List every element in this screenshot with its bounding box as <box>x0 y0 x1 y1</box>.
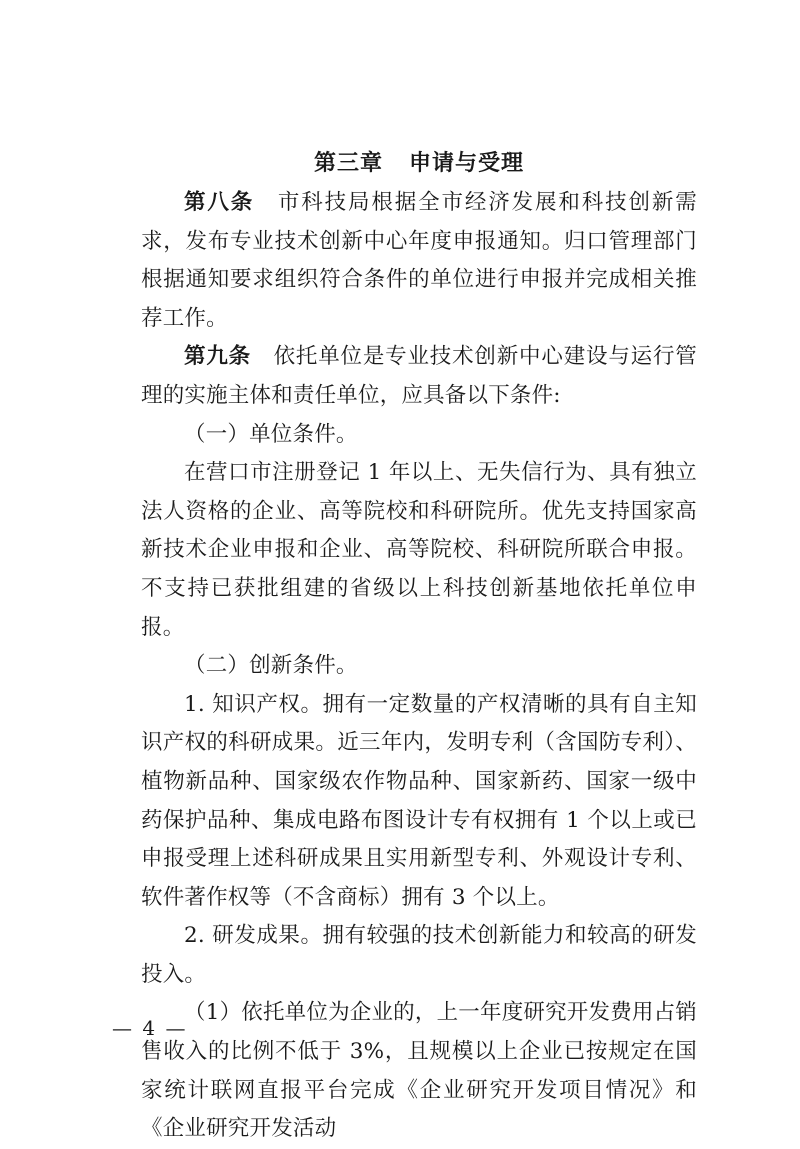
section-2-item-2: 2. 研发成果。拥有较强的技术创新能力和较高的研发投入。 <box>141 923 697 987</box>
article-8-text: 市科技局根据全市经济发展和科技创新需求，发布专业技术创新中心年度申报通知。归口管理部门根据通知要求组织符合条件的单位进行申报并完成相关推荐工作。 <box>141 190 697 331</box>
article-8-label: 第八条 <box>184 190 255 215</box>
section-2-heading: （二）创新条件。 <box>184 653 358 679</box>
chapter-title: 申请与受理 <box>409 151 525 176</box>
article-9-text: 依托单位是专业技术创新中心建设与运行管理的实施主体和责任单位，应具备以下条件: <box>141 344 697 408</box>
page-number: — 4 — <box>112 1016 188 1040</box>
article-9 <box>141 338 697 415</box>
document-body <box>141 144 697 1149</box>
article-9-label: 第九条 <box>184 344 251 370</box>
section-2-item-2-1: （1）依托单位为企业的，上一年度研究开发费用占销售收入的比例不低于 3%，且规模以上企业已按规定在国家统计联网直报平台完成《企业研究开发项目情况》和《企业研究开发活动 <box>141 1000 697 1142</box>
section-2-item-1: 1. 知识产权。拥有一定数量的产权清晰的具有自主知识产权的科研成果。近三年内，发明专利（含国防专利）、植物新品种、国家级农作物品种、国家新药、国家一级中药保护品种、集成电路布图设计专有权拥有 1 个以上或已申报受理上述科研成果且实用新型专利、外观设计专利、软件著作权等（不含商标）拥有 3 个以上。 <box>141 691 697 910</box>
chapter-number: 第三章 <box>313 151 383 176</box>
chapter-heading <box>141 144 697 184</box>
section-1-body: 在营口市注册登记 1 年以上、无失信行为、具有独立法人资格的企业、高等院校和科研院所。优先支持国家高新技术企业申报和企业、高等院校、科研院所联合申报。不支持已获批组建的省级以上科技创新基地依托单位申报。 <box>141 460 697 640</box>
section-1-heading: （一）单位条件。 <box>184 421 358 447</box>
article-8 <box>141 184 697 338</box>
